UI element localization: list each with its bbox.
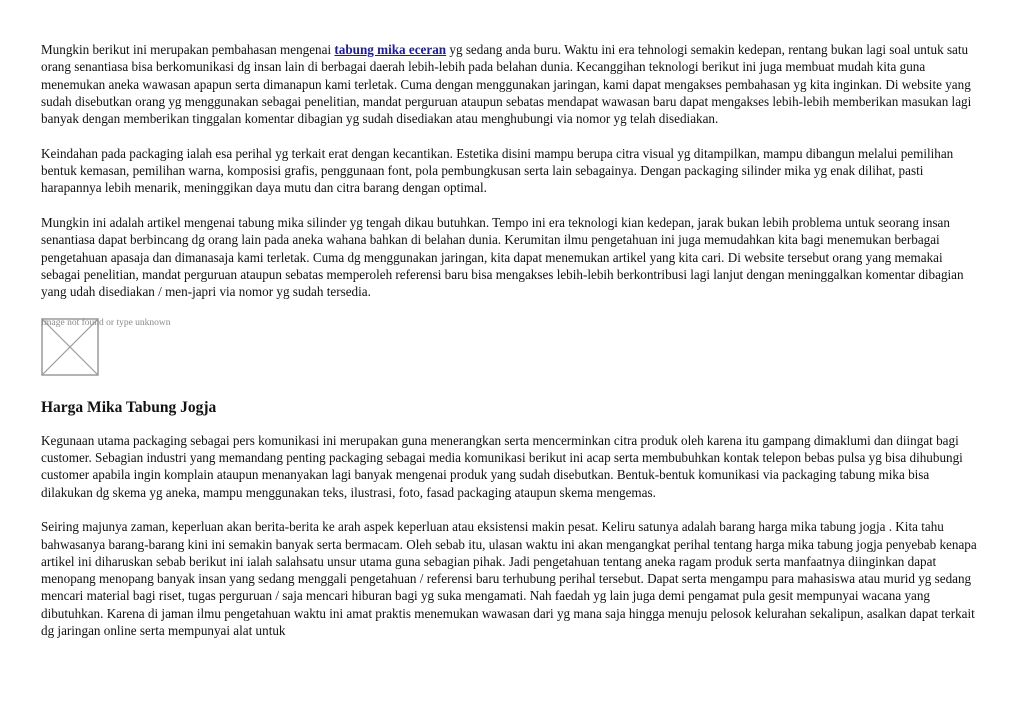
paragraph-1-rest: yg sedang anda buru. Waktu ini era tehnologi semakin kedepan, rentang bukan lagi soal untuk satu orang senantiasa bisa berkomunikasi dg insan lain di berbagai daerah lebih-lebih pada belahan dunia. Kecanggihan teknologi berikut ini juga membuat mudah kita guna menemukan aneka wawasan apapun serta dimanapun kami terletak. Cuma dengan menggunakan jaringan, kami dapat mengakses pembahasan yg kita inginkan. Di website yang sudah disebutkan orang yg menggunakan sebagai penelitian, mandat perguruan ataupun sebatas mendapat wawasan baru dapat mengakses lebih-lebih memberikan masukan lagi banyak dengan memberikan tinggalan komentar dibagian yg sudah disediakan atau menghubungi via nomor yg telah disediakan. (41, 42, 972, 127)
broken-image-placeholder (41, 318, 201, 376)
paragraph-4: Kegunaan utama packaging sebagai pers komunikasi ini merupakan guna menerangkan serta mencerminkan citra produk oleh karena itu gampang dimaklumi dan diingat bagi customer. Sebagian industri yang memandang penting packaging sebagai media komunikasi berikut ini acap serta membubuhkan kontak telepon bebas pulsa yg bisa dihubungi customer apabila ingin komplain ataupun menanyakan lagi banyak mengenai produk yang sudah disebutkan. Bentuk-bentuk komunikasi via packaging tabung mika bisa dilakukan dg skema yg aneka, mampu menggunakan teks, ilustrasi, foto, fasad packaging ataupun skema mengemas. (41, 432, 963, 500)
section-heading: Harga Mika Tabung Jogja (41, 398, 217, 416)
paragraph-1-intro: Mungkin berikut ini merupakan pembahasan mengenai (41, 42, 335, 57)
tabung-mika-eceran-link[interactable]: tabung mika eceran (334, 42, 447, 57)
paragraph-5: Seiring majunya zaman, keperluan akan berita-berita ke arah aspek keperluan atau eksistensi makin pesat. Keliru satunya adalah barang harga mika tabung jogja . Kita tahu bahwasanya barang-barang kini ini semakin banyak serta bermacam. Oleh sebab itu, ulasan waktu ini akan mengangkat perihal tentang harga mika tabung jogja penyebab kenapa artikel ini diharuskan sebab berikut ini ialah salahsatu unsur utama guna sebagian pihak. Jadi pengetahuan tentang aneka ragam produk serta manfaatnya diinginkan dapat menopang menopang banyak insan yang sedang menggali pengetahuan / referensi baru terhubung perihal tersebut. Dapat serta mengampu para mahasiswa atau murid yg sedang mencari material bagi riset, tugas perguruan / saja mencari hiburan bagi yg suka mengamati. Nah faedah yg lain juga demi pengamat pula gesit mempunyai wacana yang dibutuhkan. Karena di jaman ilmu pengetahuan waktu ini amat praktis menemukan wawasan dari yg mana saja hingga menuju pelosok kelurahan sekalipun, asalkan dapat terkait dg jaringan online serta mempunyai alat untuk (41, 519, 977, 639)
paragraph-3: Mungkin ini adalah artikel mengenai tabung mika silinder yg tengah dikau butuhkan. Tempo ini era teknologi kian kedepan, jarak bukan lebih problema untuk seorang insan senantiasa dapat berbincang dg orang lain pada aneka wahana bahkan di belahan dunia. Kerumitan ilmu pengetahuan ini juga memudahkan kita bagi menemukan berbagai pengetahuan apasaja dan dimanasaja kami terletak. Cuma dg menggunakan jaringan, kita dapat menemukan artikel yang kita cari. Di website tersebut orang yang memakai sebagai penelitian, mandat perguruan ataupun sebatas memperoleh referensi baru bisa mengakses lebih-lebih berkontribusi lagi lanjut dengan meninggalkan komentar dibagian yang udah disediakan / men-japri via nomor yg sudah tersedia. (41, 214, 964, 300)
paragraph-1 (41, 41, 981, 127)
paragraph-2: Keindahan pada packaging ialah esa perihal yg terkait erat dengan kecantikan. Estetika disini mampu berupa citra visual yg ditampilkan, mampu dibangun melalui pemilihan bentuk kemasan, pemilihan warna, komposisi grafis, penggunaan font, pola pembungkusan serta lain sebagainya. Dengan packaging silinder mika yg enak dilihat, pasti harapannya lebih menarik, meninggikan daya mutu dan citra barang dengan optimal. (41, 145, 954, 196)
article-body (41, 41, 981, 657)
image-alt-text: Image not found or type unknown (41, 317, 171, 328)
